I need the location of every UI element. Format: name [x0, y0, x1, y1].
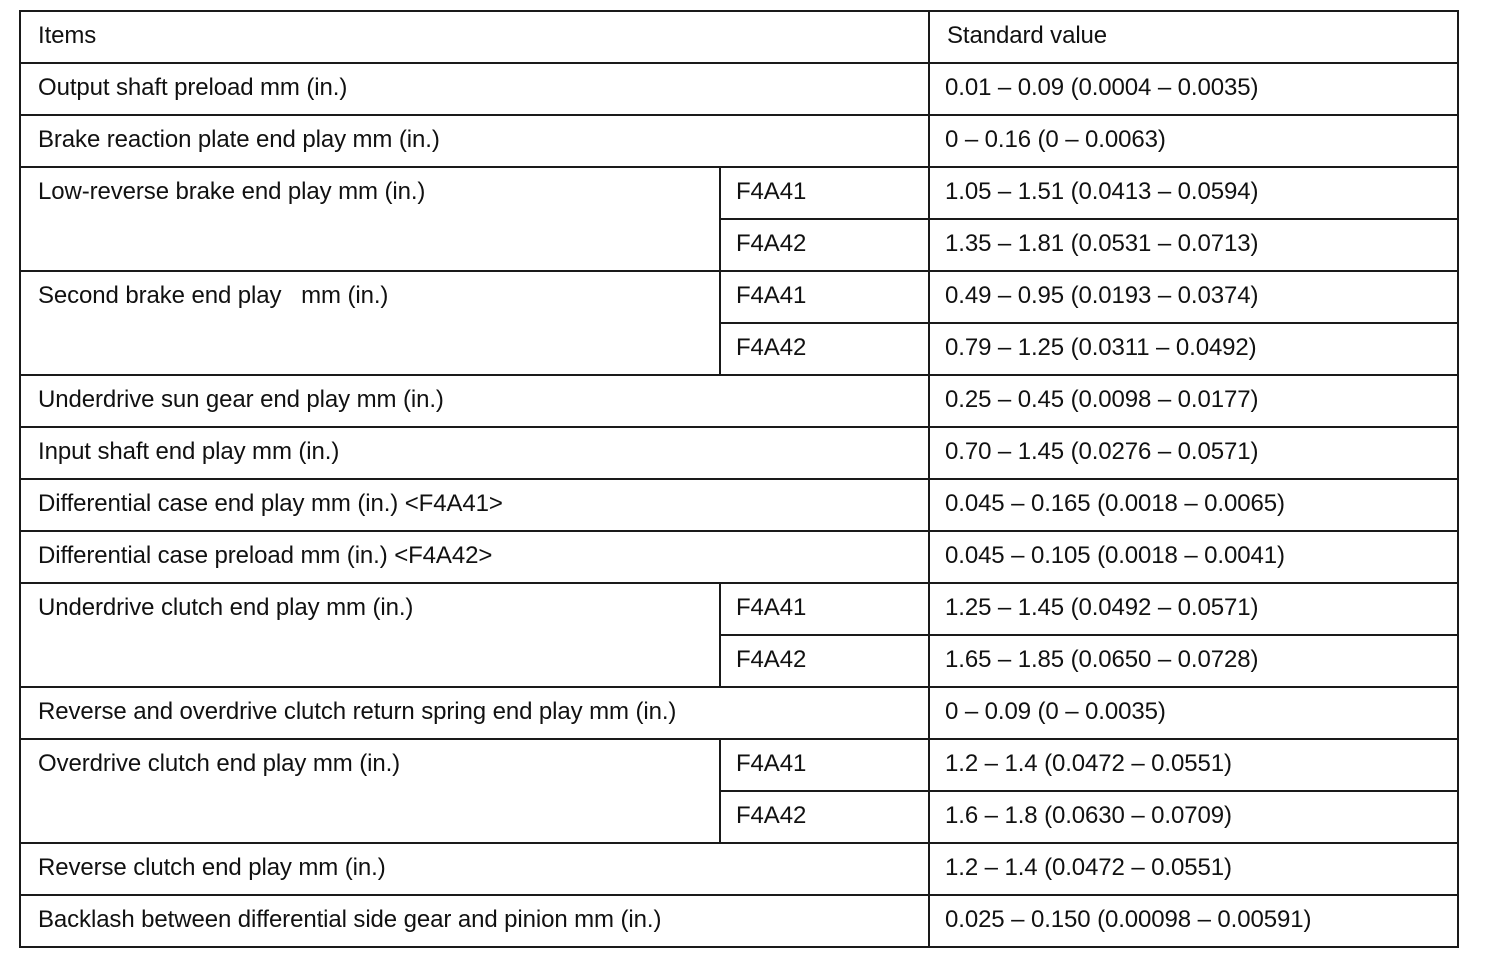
value-cell: 1.25 – 1.45 (0.0492 – 0.0571) — [929, 583, 1458, 635]
value-cell: 1.6 – 1.8 (0.0630 – 0.0709) — [929, 791, 1458, 843]
table-row — [20, 479, 1458, 531]
table-row — [20, 375, 1458, 427]
table-row — [20, 427, 1458, 479]
value-cell: 0 – 0.16 (0 – 0.0063) — [929, 115, 1458, 167]
table-row — [20, 167, 1458, 219]
item-cell: Reverse and overdrive clutch return spring end play mm (in.) — [20, 687, 929, 739]
value-cell: 1.2 – 1.4 (0.0472 – 0.0551) — [929, 739, 1458, 791]
model-cell: F4A42 — [720, 323, 929, 375]
item-cell: Backlash between differential side gear and pinion mm (in.) — [20, 895, 929, 947]
item-cell: Input shaft end play mm (in.) — [20, 427, 929, 479]
value-cell: 1.05 – 1.51 (0.0413 – 0.0594) — [929, 167, 1458, 219]
value-cell: 1.35 – 1.81 (0.0531 – 0.0713) — [929, 219, 1458, 271]
table-header-row — [20, 11, 1458, 63]
item-cell: Underdrive clutch end play mm (in.) — [20, 583, 720, 687]
value-cell: 0.25 – 0.45 (0.0098 – 0.0177) — [929, 375, 1458, 427]
value-cell: 0.01 – 0.09 (0.0004 – 0.0035) — [929, 63, 1458, 115]
item-cell: Differential case end play mm (in.) <F4A41> — [20, 479, 929, 531]
model-cell: F4A41 — [720, 739, 929, 791]
value-cell: 0.025 – 0.150 (0.00098 – 0.00591) — [929, 895, 1458, 947]
value-cell: 0.49 – 0.95 (0.0193 – 0.0374) — [929, 271, 1458, 323]
item-cell: Output shaft preload mm (in.) — [20, 63, 929, 115]
table-row — [20, 63, 1458, 115]
model-cell: F4A41 — [720, 167, 929, 219]
model-cell: F4A41 — [720, 271, 929, 323]
table-row — [20, 115, 1458, 167]
item-cell: Overdrive clutch end play mm (in.) — [20, 739, 720, 843]
table-row — [20, 895, 1458, 947]
value-cell: 0.70 – 1.45 (0.0276 – 0.0571) — [929, 427, 1458, 479]
table-row — [20, 271, 1458, 323]
header-standard-value: Standard value — [929, 11, 1458, 63]
table-row — [20, 531, 1458, 583]
item-cell: Brake reaction plate end play mm (in.) — [20, 115, 929, 167]
item-cell: Underdrive sun gear end play mm (in.) — [20, 375, 929, 427]
table-row — [20, 583, 1458, 635]
model-cell: F4A42 — [720, 635, 929, 687]
value-cell: 0.79 – 1.25 (0.0311 – 0.0492) — [929, 323, 1458, 375]
item-cell: Second brake end play mm (in.) — [20, 271, 720, 375]
table-row — [20, 687, 1458, 739]
model-cell: F4A42 — [720, 791, 929, 843]
spec-table — [19, 10, 1459, 948]
model-cell: F4A42 — [720, 219, 929, 271]
table-row — [20, 843, 1458, 895]
model-cell: F4A41 — [720, 583, 929, 635]
item-cell: Low-reverse brake end play mm (in.) — [20, 167, 720, 271]
value-cell: 1.65 – 1.85 (0.0650 – 0.0728) — [929, 635, 1458, 687]
value-cell: 1.2 – 1.4 (0.0472 – 0.0551) — [929, 843, 1458, 895]
item-cell: Differential case preload mm (in.) <F4A42> — [20, 531, 929, 583]
item-cell: Reverse clutch end play mm (in.) — [20, 843, 929, 895]
value-cell: 0 – 0.09 (0 – 0.0035) — [929, 687, 1458, 739]
table-row — [20, 739, 1458, 791]
value-cell: 0.045 – 0.105 (0.0018 – 0.0041) — [929, 531, 1458, 583]
header-items: Items — [20, 11, 929, 63]
value-cell: 0.045 – 0.165 (0.0018 – 0.0065) — [929, 479, 1458, 531]
